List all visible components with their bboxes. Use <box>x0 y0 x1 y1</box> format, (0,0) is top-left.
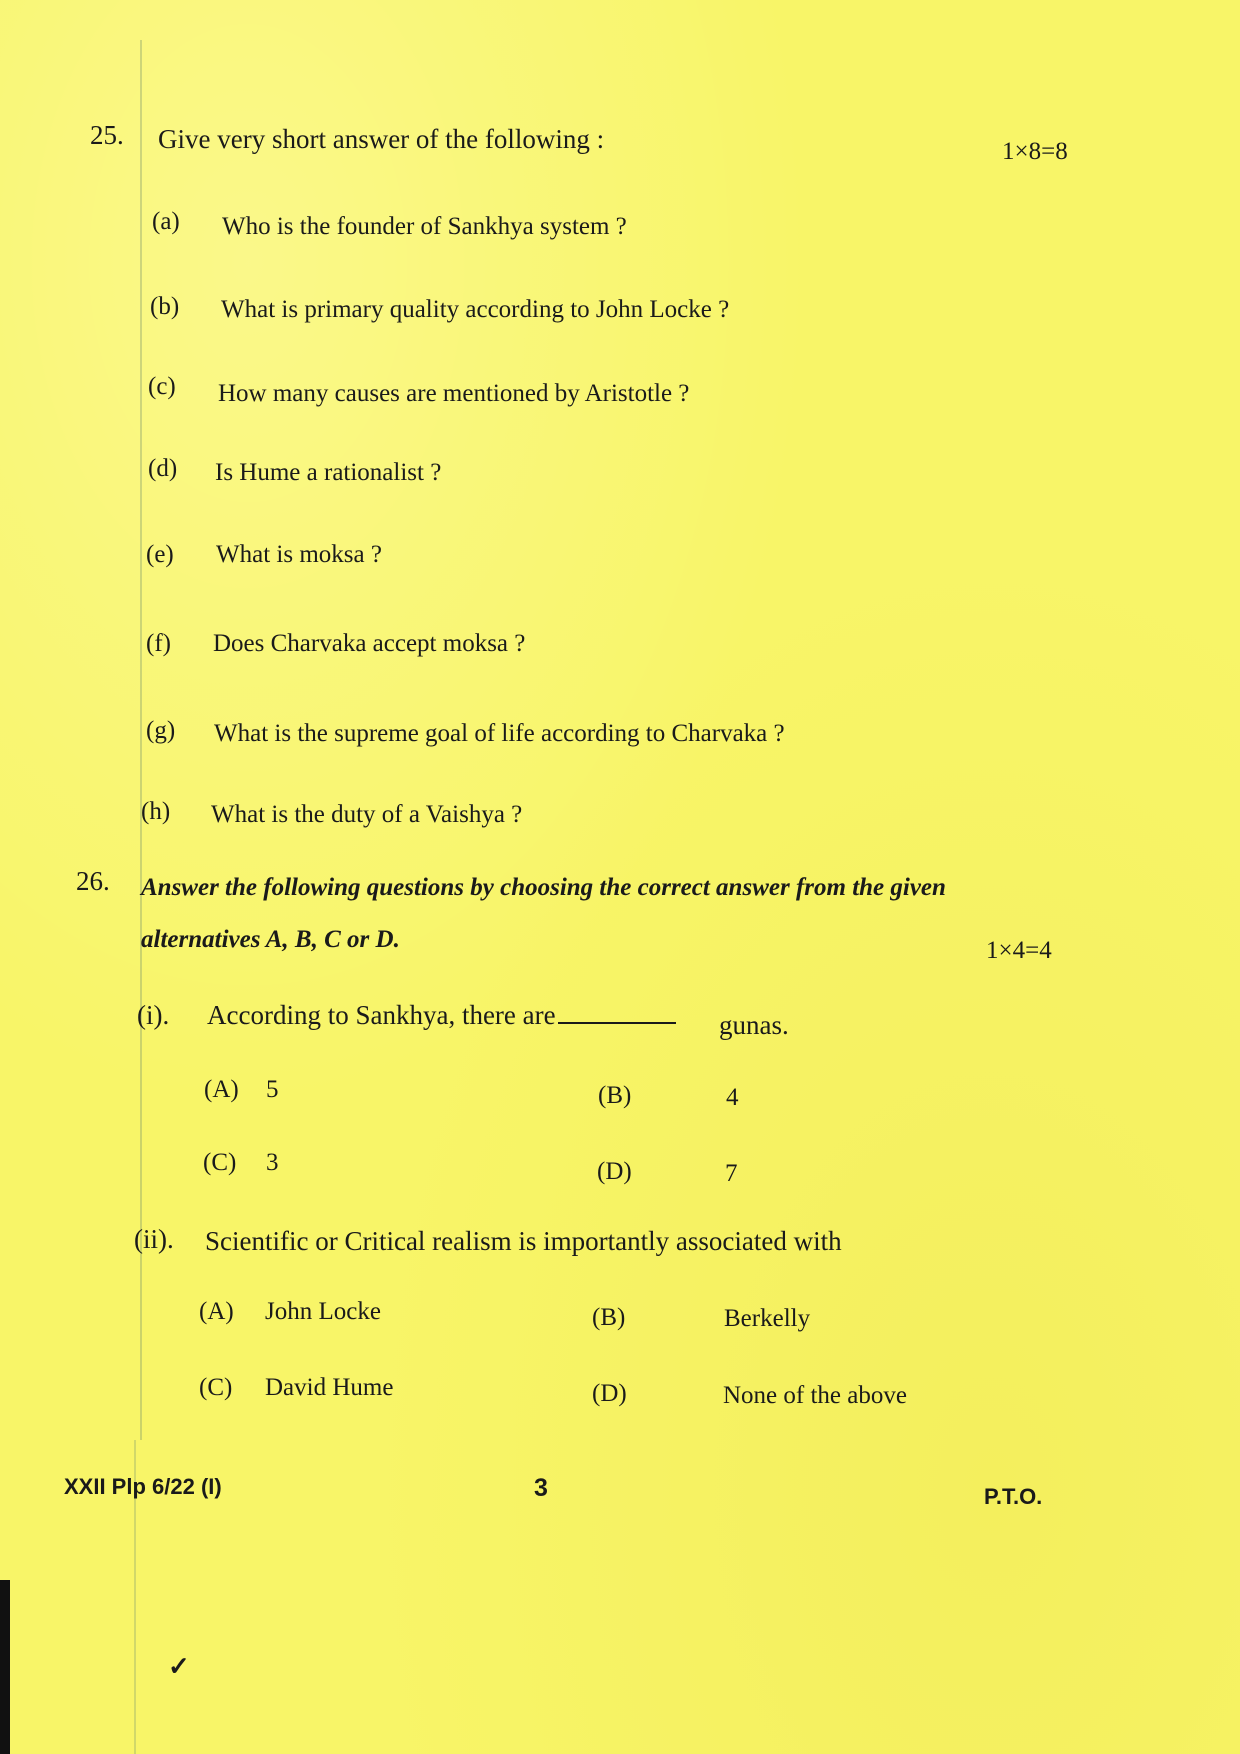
q26-sub-i-text-before: According to Sankhya, there are <box>207 1000 556 1030</box>
q26-i-option-c-value: 3 <box>266 1149 279 1176</box>
q26-i-option-b-value: 4 <box>726 1084 739 1111</box>
q26-sub-i-question <box>207 1000 682 1031</box>
scan-edge-shadow <box>0 1580 10 1754</box>
q26-ii-option-d-value: None of the above <box>723 1382 907 1409</box>
q26-ii-option-d-label: (D) <box>592 1380 627 1407</box>
question-25-number: 25. <box>90 120 124 150</box>
q26-ii-option-a-value: John Locke <box>265 1298 381 1325</box>
q25-item-c-label: (c) <box>148 373 176 400</box>
q25-item-b-text: What is primary quality according to John Locke ? <box>221 296 730 323</box>
q25-item-a-label: (a) <box>152 208 180 235</box>
q25-item-f-label: (f) <box>146 630 171 657</box>
q26-i-option-a-value: 5 <box>266 1076 279 1103</box>
q25-item-g-text: What is the supreme goal of life according to Charvaka ? <box>214 720 785 747</box>
q26-ii-option-b-label: (B) <box>592 1304 626 1331</box>
q25-item-c-text: How many causes are mentioned by Aristotle ? <box>218 380 690 407</box>
question-25-text: Give very short answer of the following : <box>158 124 605 154</box>
q26-i-option-d-value: 7 <box>725 1160 738 1187</box>
question-25-marks: 1×8=8 <box>1002 138 1068 165</box>
q26-ii-option-c-label: (C) <box>199 1374 233 1401</box>
pto-label: P.T.O. <box>984 1484 1043 1509</box>
q25-item-b-label: (b) <box>150 293 180 320</box>
q25-item-g-label: (g) <box>146 717 176 744</box>
q25-item-h-text: What is the duty of a Vaishya ? <box>211 801 523 828</box>
question-26-number: 26. <box>76 866 110 896</box>
q25-item-f-text: Does Charvaka accept moksa ? <box>213 630 526 657</box>
q25-item-e-text: What is moksa ? <box>216 541 382 568</box>
paper-code: XXII Plp 6/22 (I) <box>64 1474 222 1499</box>
page-number: 3 <box>534 1474 548 1502</box>
question-26-instruction-line2: alternatives A, B, C or D. <box>141 926 400 953</box>
q26-sub-i-label: (i). <box>137 1000 170 1030</box>
q26-i-option-b-label: (B) <box>598 1082 632 1109</box>
q26-i-option-a-label: (A) <box>204 1076 239 1103</box>
q25-item-d-label: (d) <box>148 455 178 482</box>
q26-sub-i-text-after: gunas. <box>719 1010 789 1040</box>
question-26-marks: 1×4=4 <box>986 937 1052 964</box>
q26-i-option-d-label: (D) <box>597 1158 632 1185</box>
q26-ii-option-c-value: David Hume <box>265 1374 394 1401</box>
q26-i-option-c-label: (C) <box>203 1149 237 1176</box>
q26-ii-option-b-value: Berkelly <box>724 1305 811 1332</box>
q25-item-d-text: Is Hume a rationalist ? <box>215 459 442 486</box>
q25-item-e-label: (e) <box>146 541 174 568</box>
question-26-instruction-line1: Answer the following questions by choosing the correct answer from the given <box>141 874 946 901</box>
q26-ii-option-a-label: (A) <box>199 1298 234 1325</box>
q25-item-h-label: (h) <box>141 798 171 825</box>
answer-blank <box>558 1022 676 1024</box>
q25-item-a-text: Who is the founder of Sankhya system ? <box>222 213 627 240</box>
stray-pen-mark: ✓ <box>168 1652 190 1681</box>
q26-sub-ii-text: Scientific or Critical realism is importantly associated with <box>205 1226 842 1256</box>
q26-sub-ii-label: (ii). <box>134 1224 174 1254</box>
